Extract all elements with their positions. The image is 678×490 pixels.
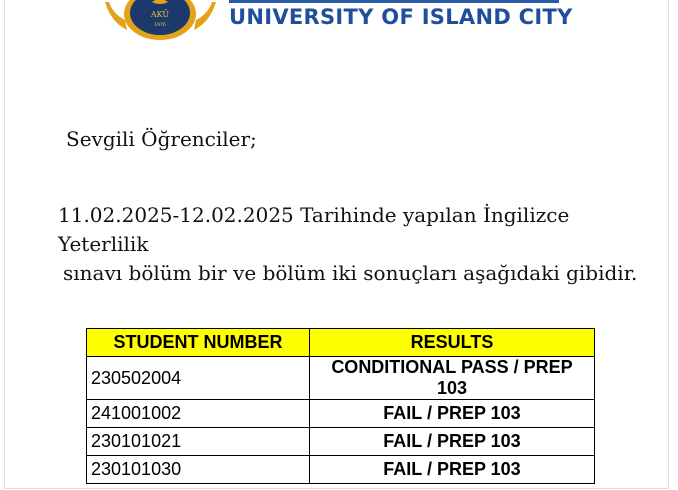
results-header: RESULTS <box>310 329 595 357</box>
result-cell: CONDITIONAL PASS / PREP 103 <box>310 357 595 400</box>
table-header-row <box>87 329 595 357</box>
greeting: Sevgili Öğrenciler; <box>66 127 257 151</box>
result-cell: FAIL / PREP 103 <box>310 400 595 428</box>
paragraph-line-1: 11.02.2025-12.02.2025 Tarihinde yapılan İngilizce Yeterlilik <box>58 203 570 256</box>
student-number-cell: 230502004 <box>87 357 310 400</box>
paragraph-line-2: sınavı bölüm bir ve bölüm iki sonuçları aşağıdaki gibidir. <box>63 261 638 285</box>
logo-left-wing <box>105 2 127 30</box>
logo-right-wing <box>194 2 216 30</box>
logo-text: AKÜ <box>150 10 170 19</box>
student-number-cell: 241001002 <box>87 400 310 428</box>
announcement-paragraph <box>58 201 648 288</box>
header-rule <box>229 0 559 3</box>
table-row <box>87 357 595 400</box>
logo-year: 1976 <box>154 23 166 28</box>
table-row <box>87 400 595 428</box>
student-number-cell: 230101021 <box>87 428 310 456</box>
table-row <box>87 456 595 484</box>
university-name: UNIVERSITY OF ISLAND CITY <box>229 5 573 29</box>
results-table <box>86 328 595 484</box>
university-logo <box>103 0 218 40</box>
table-row <box>87 428 595 456</box>
result-cell: FAIL / PREP 103 <box>310 456 595 484</box>
student-number-header: STUDENT NUMBER <box>87 329 310 357</box>
student-number-cell: 230101030 <box>87 456 310 484</box>
result-cell: FAIL / PREP 103 <box>310 428 595 456</box>
